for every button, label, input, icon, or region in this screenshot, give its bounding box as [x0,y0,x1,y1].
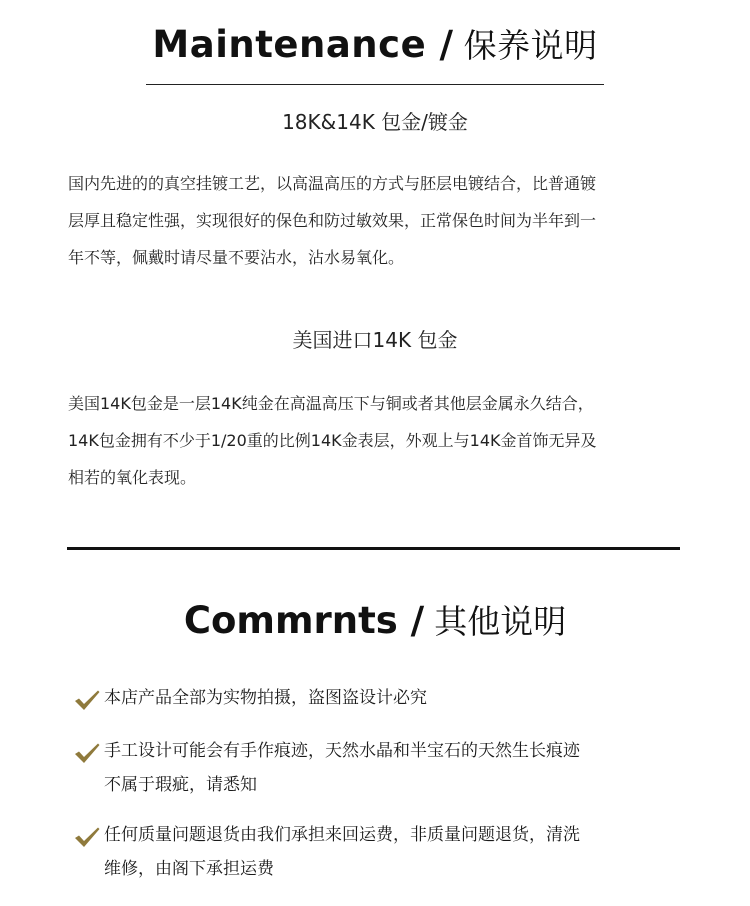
maintenance-title-en: Maintenance / [152,23,454,66]
comments-title [0,596,750,643]
note-item [74,818,674,886]
section-heading-gold-plated: 18K&14K 包金/镀金 [282,110,468,134]
paragraph-line: 国内先进的的真空挂镀工艺，以高温高压的方式与胚层电镀结合，比普通镀 [68,174,597,193]
checkmark-icon [74,689,100,711]
maintenance-title-cn: 保养说明 [463,26,598,65]
paragraph-line: 相若的氧化表现。 [68,468,197,487]
note-item [74,681,674,715]
paragraph-line: 层厚且稳定性强，实现很好的保色和防过敏效果，正常保色时间为半年到一 [68,211,597,230]
checkmark-icon [74,742,100,764]
section-divider [67,547,680,550]
comments-title-cn: 其他说明 [434,602,567,641]
note-line: 手工设计可能会有手作痕迹，天然水晶和半宝石的天然生长痕迹 [104,741,580,761]
note-item [74,734,674,802]
note-line: 不属于瑕疵，请悉知 [104,775,257,795]
maintenance-title [0,20,750,67]
note-line: 维修，由阁下承担运费 [104,859,274,879]
paragraph-line: 14K包金拥有不少于1/20重的比例14K金表层，外观上与14K金首饰无异及 [68,431,597,450]
note-line: 本店产品全部为实物拍摄，盗图盗设计必究 [104,688,427,708]
title-divider [146,84,604,85]
comments-title-en: Commrnts / [183,599,425,642]
paragraph-line: 年不等，佩戴时请尽量不要沾水，沾水易氧化。 [68,248,405,267]
section-paragraph-gold-filled [68,385,682,496]
section-heading-gold-filled: 美国进口14K 包金 [292,328,458,352]
note-line: 任何质量问题退货由我们承担来回运费，非质量问题退货，清洗 [104,825,580,845]
section-paragraph-gold-plated [68,165,682,276]
checkmark-icon [74,826,100,848]
paragraph-line: 美国14K包金是一层14K纯金在高温高压下与铜或者其他层金属永久结合， [68,394,594,413]
